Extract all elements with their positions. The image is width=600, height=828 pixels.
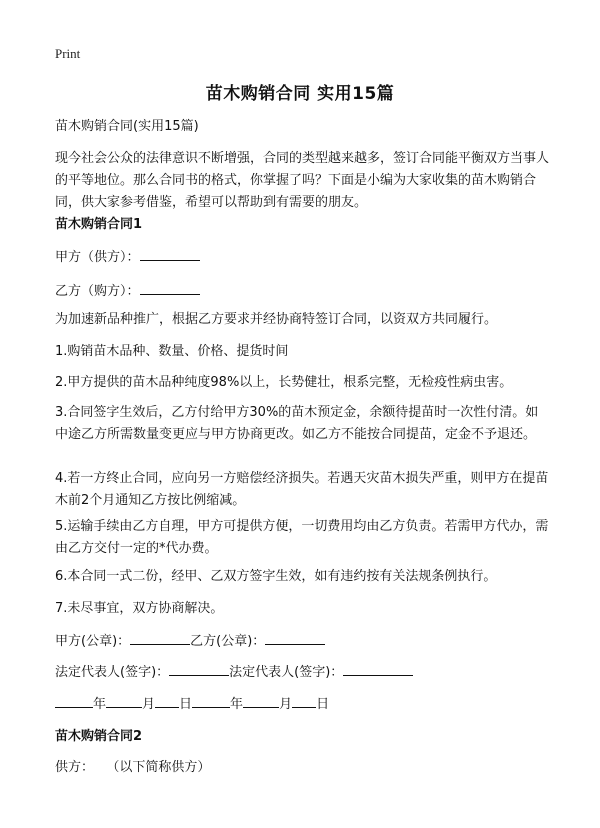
rep-b-blank bbox=[343, 661, 413, 676]
seal-a-label: 甲方(公章)： bbox=[55, 634, 131, 649]
date-b-year: 年 bbox=[230, 697, 244, 712]
date-b-year-blank bbox=[192, 693, 230, 708]
party-b-line bbox=[55, 280, 550, 303]
date-a-month: 月 bbox=[142, 697, 156, 712]
date-b-day-blank bbox=[292, 693, 316, 708]
date-b-day: 日 bbox=[316, 697, 330, 712]
supplier-label: 供方： bbox=[55, 760, 95, 775]
document-title: 苗木购销合同 实用15篇 bbox=[205, 84, 395, 104]
party-b-blank bbox=[140, 280, 200, 295]
supplier-note: （以下简称供方） bbox=[106, 760, 211, 775]
clause-7: 7.未尽事宜，双方协商解决。 bbox=[55, 601, 224, 616]
document-subtitle: 苗木购销合同(实用15篇) bbox=[55, 119, 199, 134]
intro-paragraph: 现今社会公众的法律意识不断增强，合同的类型越来越多，签订合同能平衡双方当事人的平等地位。那么合同书的格式，你掌握了吗？下面是小编为大家收集的苗木购销合同，供大家参考借鉴，希望可以帮助到有需要的朋友。 bbox=[55, 151, 550, 210]
clause-3: 3.合同签字生效后，乙方付给甲方30%的苗木预定金，余额待提苗时一次性付清。如中途乙方所需数量变更应与甲方协商更改。如乙方不能按合同提苗，定金不予退还。 bbox=[55, 405, 539, 442]
clause-6: 6.本合同一式二份，经甲、乙双方签字生效，如有违约按有关法规条例执行。 bbox=[55, 569, 497, 584]
seal-b-label: 乙方(公章)： bbox=[190, 634, 266, 649]
print-link[interactable]: Print bbox=[55, 46, 81, 61]
seal-line bbox=[55, 630, 550, 653]
date-a-day: 日 bbox=[179, 697, 193, 712]
date-line bbox=[55, 693, 550, 716]
date-a-year-blank bbox=[55, 693, 93, 708]
rep-a-label: 法定代表人(签字)： bbox=[55, 665, 170, 680]
date-b-month: 月 bbox=[279, 697, 293, 712]
date-a-year: 年 bbox=[93, 697, 107, 712]
date-b-month-blank bbox=[243, 693, 279, 708]
representative-line bbox=[55, 661, 550, 684]
contract1-heading: 苗木购销合同1 bbox=[55, 217, 143, 232]
preamble: 为加速新品种推广，根据乙方要求并经协商特签订合同，以资双方共同履行。 bbox=[55, 312, 498, 327]
date-a-day-blank bbox=[155, 693, 179, 708]
supplier-line bbox=[55, 757, 550, 779]
clause-5: 5.运输手续由乙方自理，甲方可提供方便，一切费用均由乙方负责。若需甲方代办，需由乙方交付一定的*代办费。 bbox=[55, 519, 549, 556]
seal-a-blank bbox=[130, 630, 190, 645]
party-a-label: 甲方（供方）： bbox=[55, 250, 140, 265]
contract2-heading: 苗木购销合同2 bbox=[55, 729, 143, 744]
date-a-month-blank bbox=[106, 693, 142, 708]
party-b-label: 乙方（购方）： bbox=[55, 284, 140, 299]
rep-b-label: 法定代表人(签字)： bbox=[229, 665, 344, 680]
clause-2: 2.甲方提供的苗木品种纯度98%以上，长势健壮，根系完整，无检疫性病虫害。 bbox=[55, 375, 513, 390]
party-a-blank bbox=[140, 246, 200, 261]
seal-b-blank bbox=[265, 630, 325, 645]
clause-4: 4.若一方终止合同，应向另一方赔偿经济损失。若遇天灾苗木损失严重，则甲方在提苗木前2个月通知乙方按比例缩减。 bbox=[55, 471, 549, 508]
rep-a-blank bbox=[169, 661, 229, 676]
party-a-line bbox=[55, 246, 550, 269]
clause-1: 1.购销苗木品种、数量、价格、提货时间 bbox=[55, 344, 289, 359]
